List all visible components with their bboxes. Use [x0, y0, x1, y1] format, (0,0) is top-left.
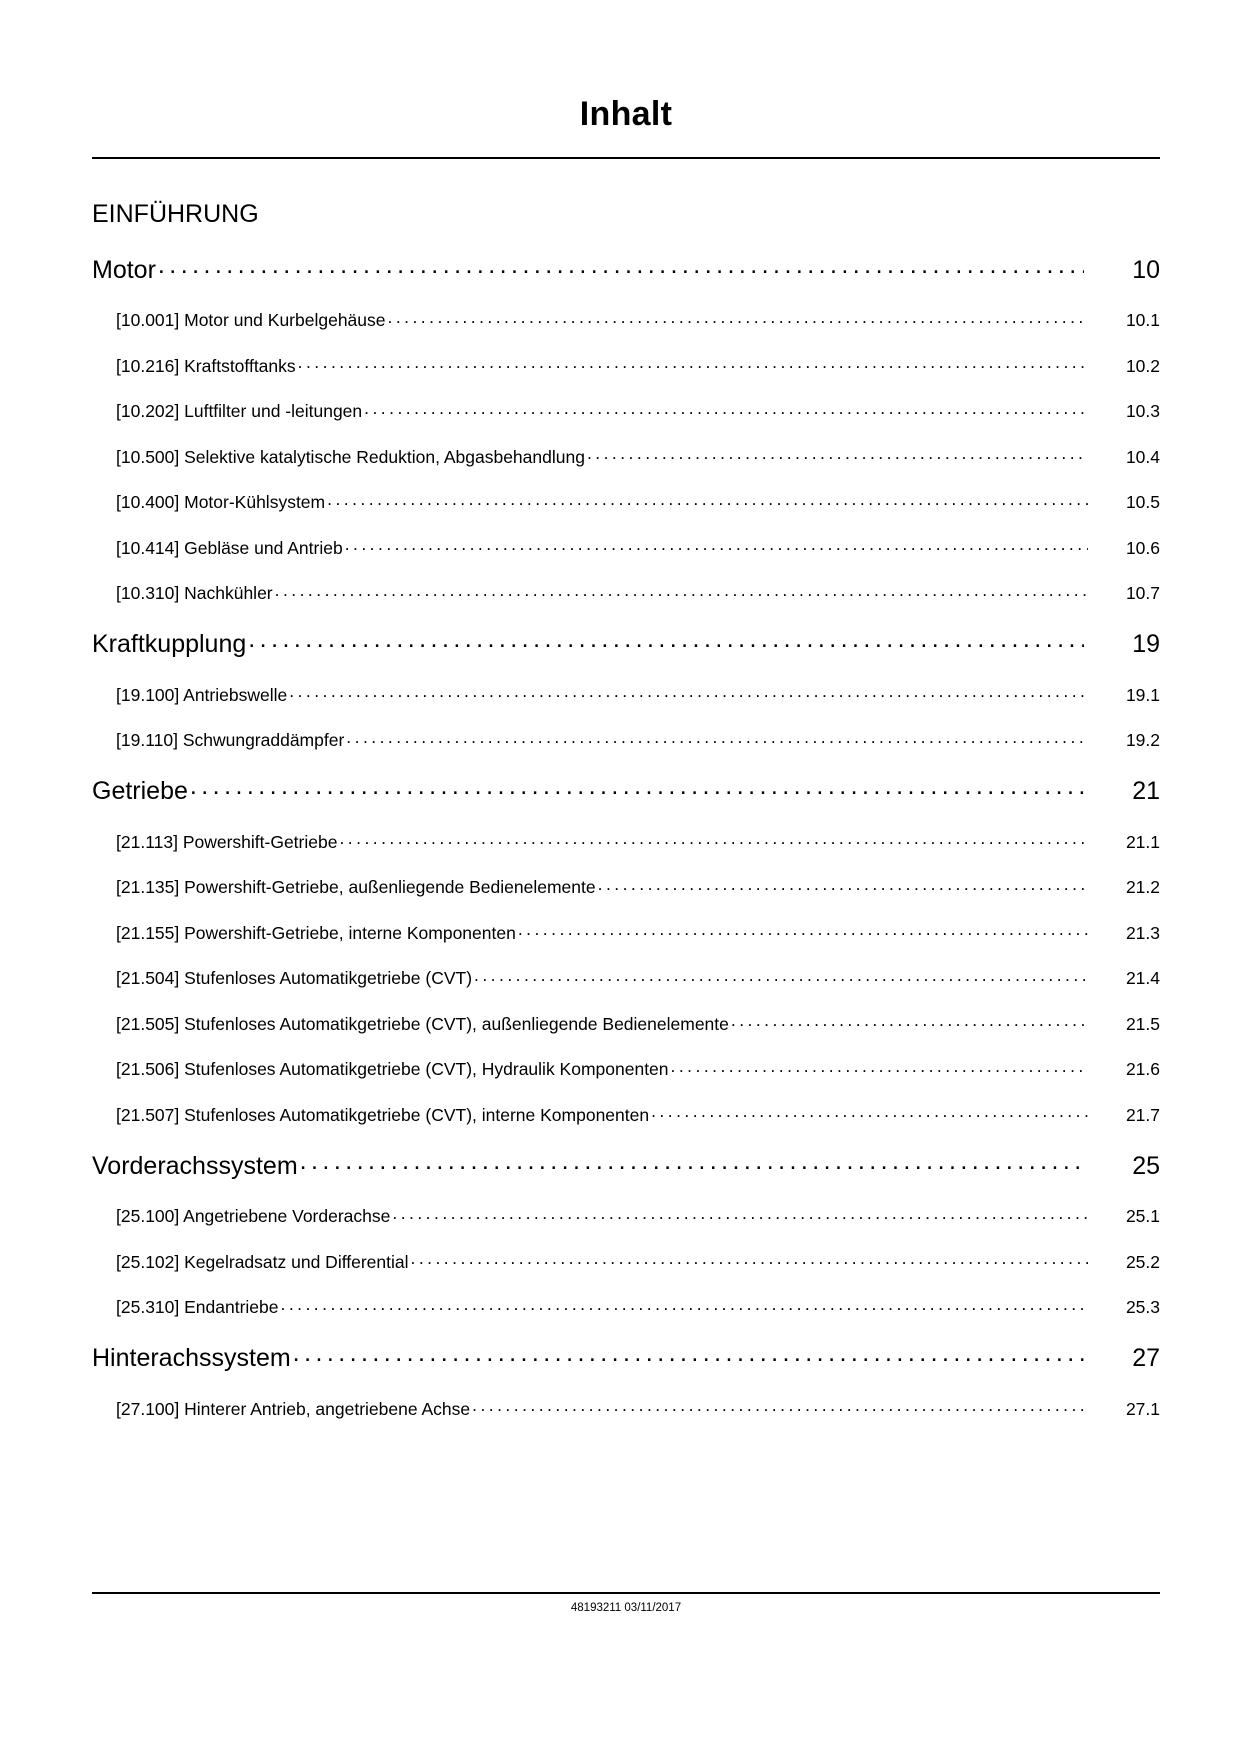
toc-entry[interactable] — [92, 562, 1160, 608]
dot-leader — [289, 683, 1088, 701]
dot-leader — [327, 491, 1088, 509]
table-of-contents — [92, 233, 1160, 1423]
toc-entry-label: [21.504] Stufenloses Automatikgetriebe (CVT) — [116, 968, 473, 989]
toc-entry[interactable] — [92, 1276, 1160, 1322]
toc-section-label: Hinterachssystem — [92, 1344, 291, 1373]
toc-section-label: Getriebe — [92, 777, 188, 806]
page-content — [92, 0, 1160, 1423]
toc-section[interactable] — [92, 233, 1160, 289]
toc-entry-page-number: 25.1 — [1125, 1206, 1160, 1227]
dot-leader — [339, 830, 1088, 848]
toc-entry-page-number: 21.1 — [1125, 831, 1160, 852]
dot-leader — [281, 1296, 1089, 1314]
dot-leader — [598, 876, 1088, 894]
toc-entry[interactable] — [92, 947, 1160, 993]
dot-leader — [411, 1250, 1088, 1268]
toc-entry[interactable] — [92, 1230, 1160, 1276]
toc-section-page-number: 19 — [1132, 630, 1160, 659]
dot-leader — [345, 536, 1088, 554]
toc-entry-label: [19.100] Antriebswelle — [116, 684, 288, 705]
toc-entry-page-number: 27.1 — [1125, 1398, 1160, 1419]
dot-leader — [158, 253, 1084, 278]
toc-section-label: Kraftkupplung — [92, 630, 247, 659]
toc-section-page-number: 10 — [1132, 255, 1160, 284]
toc-entry-label: [19.110] Schwungraddämpfer — [116, 730, 345, 751]
toc-entry[interactable] — [92, 810, 1160, 856]
toc-entry-page-number: 19.2 — [1125, 730, 1160, 751]
dot-leader — [248, 627, 1084, 652]
toc-group-label: EINFÜHRUNG — [92, 200, 259, 229]
toc-entry-label: [21.506] Stufenloses Automatikgetriebe (CVT), Hydraulik Komponenten — [116, 1059, 669, 1080]
toc-entry-label: [10.414] Gebläse und Antrieb — [116, 537, 343, 558]
dot-leader — [298, 354, 1088, 372]
toc-entry-page-number: 21.4 — [1125, 968, 1160, 989]
toc-entry-label: [25.102] Kegelradsatz und Differential — [116, 1251, 409, 1272]
toc-entry-page-number: 25.2 — [1125, 1251, 1160, 1272]
toc-entry[interactable] — [92, 471, 1160, 517]
toc-entry-page-number: 21.7 — [1125, 1104, 1160, 1125]
dot-leader — [474, 967, 1088, 985]
toc-entry[interactable] — [92, 663, 1160, 709]
toc-entry[interactable] — [92, 334, 1160, 380]
toc-entry-label: [21.135] Powershift-Getriebe, außenliegende Bedienelemente — [116, 877, 596, 898]
dot-leader — [388, 309, 1089, 327]
dot-leader — [731, 1012, 1088, 1030]
toc-entry[interactable] — [92, 709, 1160, 755]
toc-entry[interactable] — [92, 380, 1160, 426]
toc-entry[interactable] — [92, 1083, 1160, 1129]
toc-entry[interactable] — [92, 1038, 1160, 1084]
toc-section[interactable] — [92, 1321, 1160, 1377]
page-title: Inhalt — [579, 95, 673, 133]
toc-entry[interactable] — [92, 856, 1160, 902]
toc-entry-label: [21.155] Powershift-Getriebe, interne Komponenten — [116, 922, 516, 943]
toc-entry[interactable] — [92, 992, 1160, 1038]
toc-entry-page-number: 10.7 — [1125, 583, 1160, 604]
toc-entry-label: [10.216] Kraftstofftanks — [116, 355, 296, 376]
toc-entry-page-number: 21.3 — [1125, 922, 1160, 943]
toc-entry-label: [21.113] Powershift-Getriebe — [116, 831, 338, 852]
dot-leader — [392, 1205, 1088, 1223]
toc-entry-label: [10.001] Motor und Kurbelgehäuse — [116, 310, 386, 331]
dot-leader — [293, 1341, 1084, 1366]
dot-leader — [651, 1103, 1088, 1121]
toc-entry-label: [10.400] Motor-Kühlsystem — [116, 492, 326, 513]
dot-leader — [300, 1149, 1084, 1174]
dot-leader — [518, 921, 1088, 939]
toc-entry-label: [25.100] Angetriebene Vorderachse — [116, 1206, 391, 1227]
toc-entry[interactable] — [92, 901, 1160, 947]
page-footer — [92, 1592, 1160, 1616]
toc-entry-label: [27.100] Hinterer Antrieb, angetriebene Achse — [116, 1398, 471, 1419]
toc-entry-label: [21.505] Stufenloses Automatikgetriebe (CVT), außenliegende Bedienelemente — [116, 1013, 729, 1034]
footer-divider — [92, 1592, 1160, 1594]
toc-entry[interactable] — [92, 289, 1160, 335]
toc-entry[interactable] — [92, 516, 1160, 562]
footer-text: 48193211 03/11/2017 — [570, 1602, 682, 1615]
toc-section-page-number: 27 — [1132, 1344, 1160, 1373]
toc-entry-page-number: 10.6 — [1125, 537, 1160, 558]
dot-leader — [275, 582, 1088, 600]
toc-section-page-number: 25 — [1132, 1151, 1160, 1180]
toc-entry-page-number: 10.4 — [1125, 446, 1160, 467]
dot-leader — [671, 1058, 1088, 1076]
toc-section-label: Motor — [92, 255, 156, 284]
toc-section-page-number: 21 — [1132, 777, 1160, 806]
toc-entry-page-number: 10.5 — [1125, 492, 1160, 513]
toc-entry[interactable] — [92, 1377, 1160, 1423]
toc-entry-page-number: 25.3 — [1125, 1297, 1160, 1318]
toc-entry-label: [21.507] Stufenloses Automatikgetriebe (CVT), interne Komponenten — [116, 1104, 650, 1125]
toc-section[interactable] — [92, 607, 1160, 663]
dot-leader — [587, 445, 1088, 463]
toc-entry-label: [10.310] Nachkühler — [116, 583, 273, 604]
toc-entry-label: [10.202] Luftfilter und -leitungen — [116, 401, 363, 422]
toc-entry[interactable] — [92, 1185, 1160, 1231]
toc-section-label: Vorderachssystem — [92, 1151, 298, 1180]
toc-entry-page-number: 21.2 — [1125, 877, 1160, 898]
dot-leader — [346, 729, 1088, 747]
toc-entry-page-number: 10.2 — [1125, 355, 1160, 376]
toc-entry[interactable] — [92, 425, 1160, 471]
toc-entry-page-number: 21.6 — [1125, 1059, 1160, 1080]
dot-leader — [364, 400, 1088, 418]
toc-entry-page-number: 19.1 — [1125, 684, 1160, 705]
toc-entry-page-number: 10.3 — [1125, 401, 1160, 422]
dot-leader — [190, 774, 1084, 799]
toc-entry-label: [10.500] Selektive katalytische Reduktion, Abgasbehandlung — [116, 446, 585, 467]
header-divider — [92, 157, 1160, 159]
toc-entry-label: [25.310] Endantriebe — [116, 1297, 279, 1318]
toc-entry-page-number: 21.5 — [1125, 1013, 1160, 1034]
dot-leader — [472, 1397, 1088, 1415]
toc-entry-page-number: 10.1 — [1125, 310, 1160, 331]
toc-section[interactable] — [92, 754, 1160, 810]
toc-section[interactable] — [92, 1129, 1160, 1185]
